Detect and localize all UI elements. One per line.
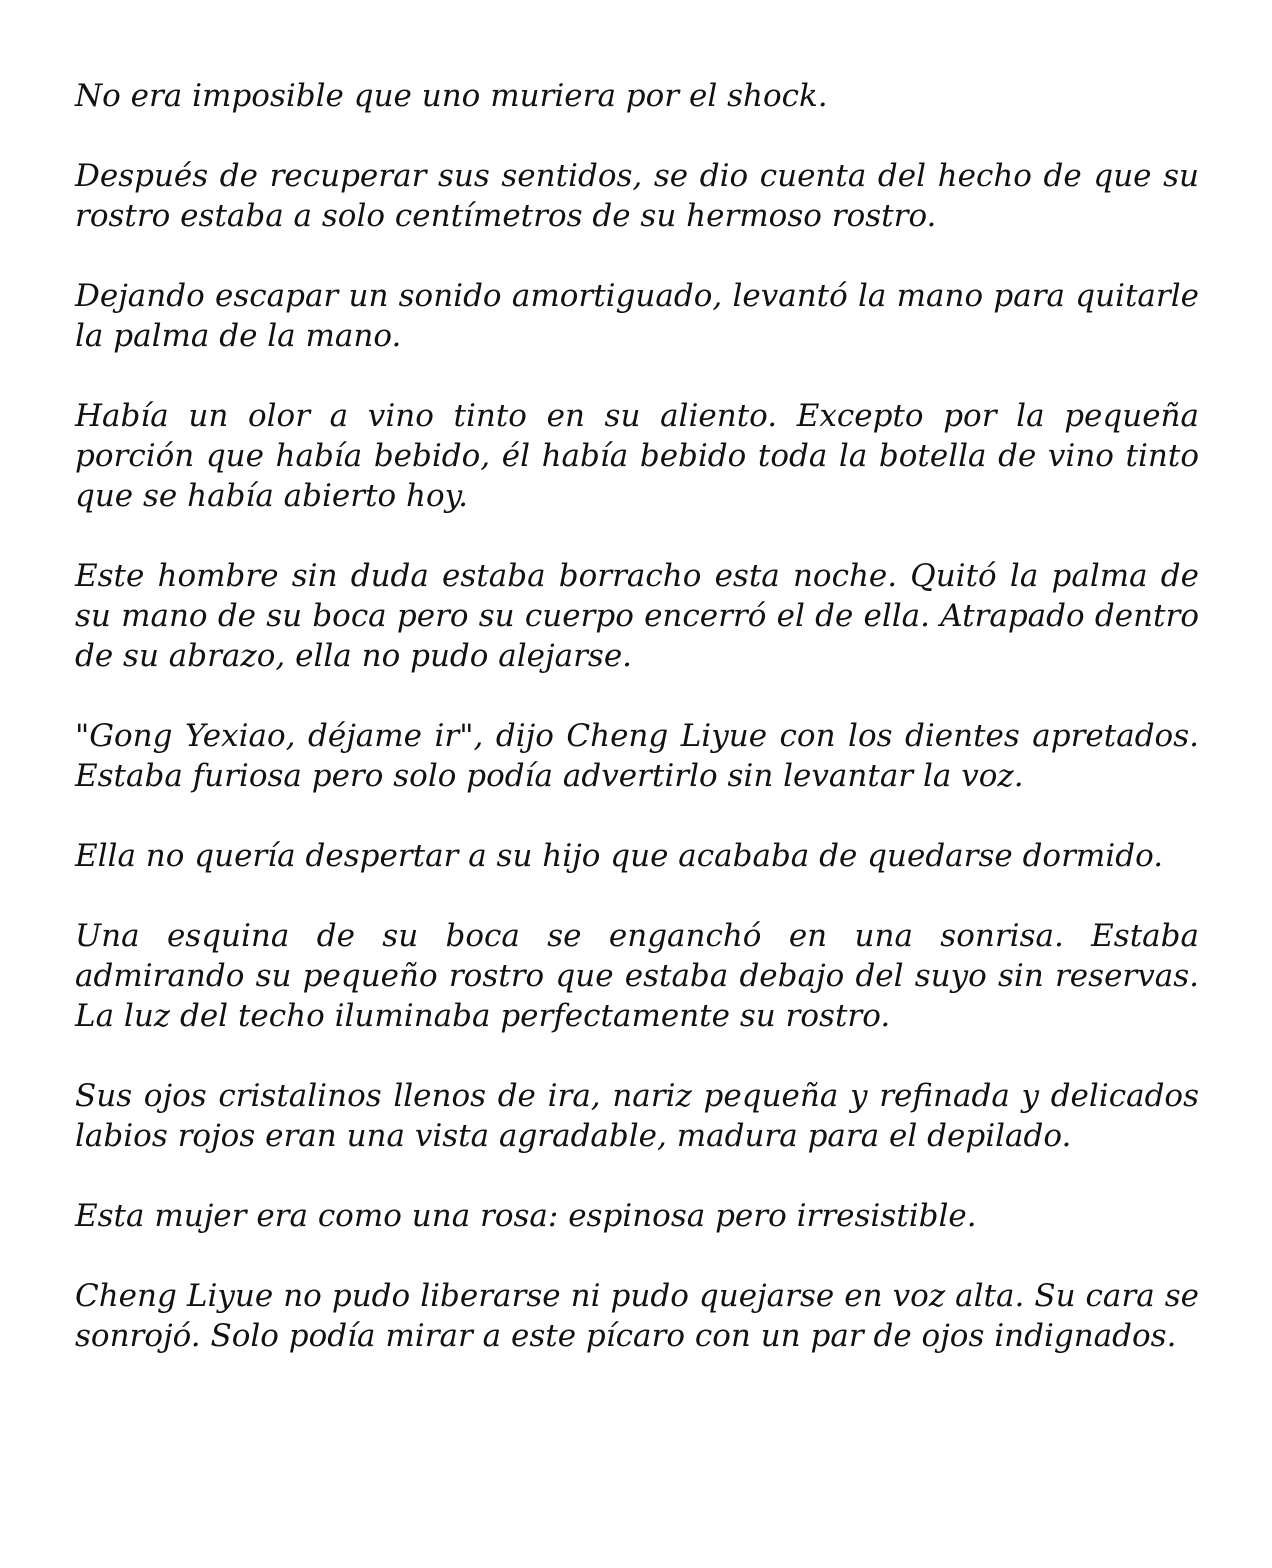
- paragraph: Cheng Liyue no pudo liberarse ni pudo quejarse en voz alta. Su cara se sonrojó. Solo podía mirar a este pícaro con un par de ojos indignados.: [75, 1278, 1199, 1354]
- paragraph: "Gong Yexiao, déjame ir", dijo Cheng Liyue con los dientes apretados. Estaba furiosa pero solo podía advertirlo sin levantar la voz.: [75, 718, 1199, 794]
- paragraph: Este hombre sin duda estaba borracho esta noche. Quitó la palma de su mano de su boca pero su cuerpo encerró el de ella. Atrapado dentro de su abrazo, ella no pudo alejarse.: [75, 558, 1199, 674]
- paragraph: Una esquina de su boca se enganchó en una sonrisa. Estaba admirando su pequeño rostro que estaba debajo del suyo sin reservas. La luz del techo iluminaba perfectamente su rostro.: [75, 918, 1199, 1034]
- paragraph: Ella no quería despertar a su hijo que acababa de quedarse dormido.: [75, 838, 1164, 874]
- paragraph: Después de recuperar sus sentidos, se dio cuenta del hecho de que su rostro estaba a solo centímetros de su hermoso rostro.: [75, 158, 1199, 234]
- paragraph: Dejando escapar un sonido amortiguado, levantó la mano para quitarle la palma de la mano.: [75, 278, 1199, 354]
- paragraph: No era imposible que uno muriera por el shock.: [75, 78, 828, 114]
- paragraph: Sus ojos cristalinos llenos de ira, nariz pequeña y refinada y delicados labios rojos eran una vista agradable, madura para el depilado.: [75, 1078, 1199, 1154]
- paragraph: Había un olor a vino tinto en su aliento. Excepto por la pequeña porción que había bebido, él había bebido toda la botella de vino tinto que se había abierto hoy.: [75, 398, 1199, 514]
- document-page: [75, 76, 1199, 1396]
- paragraph: Esta mujer era como una rosa: espinosa pero irresistible.: [75, 1198, 977, 1234]
